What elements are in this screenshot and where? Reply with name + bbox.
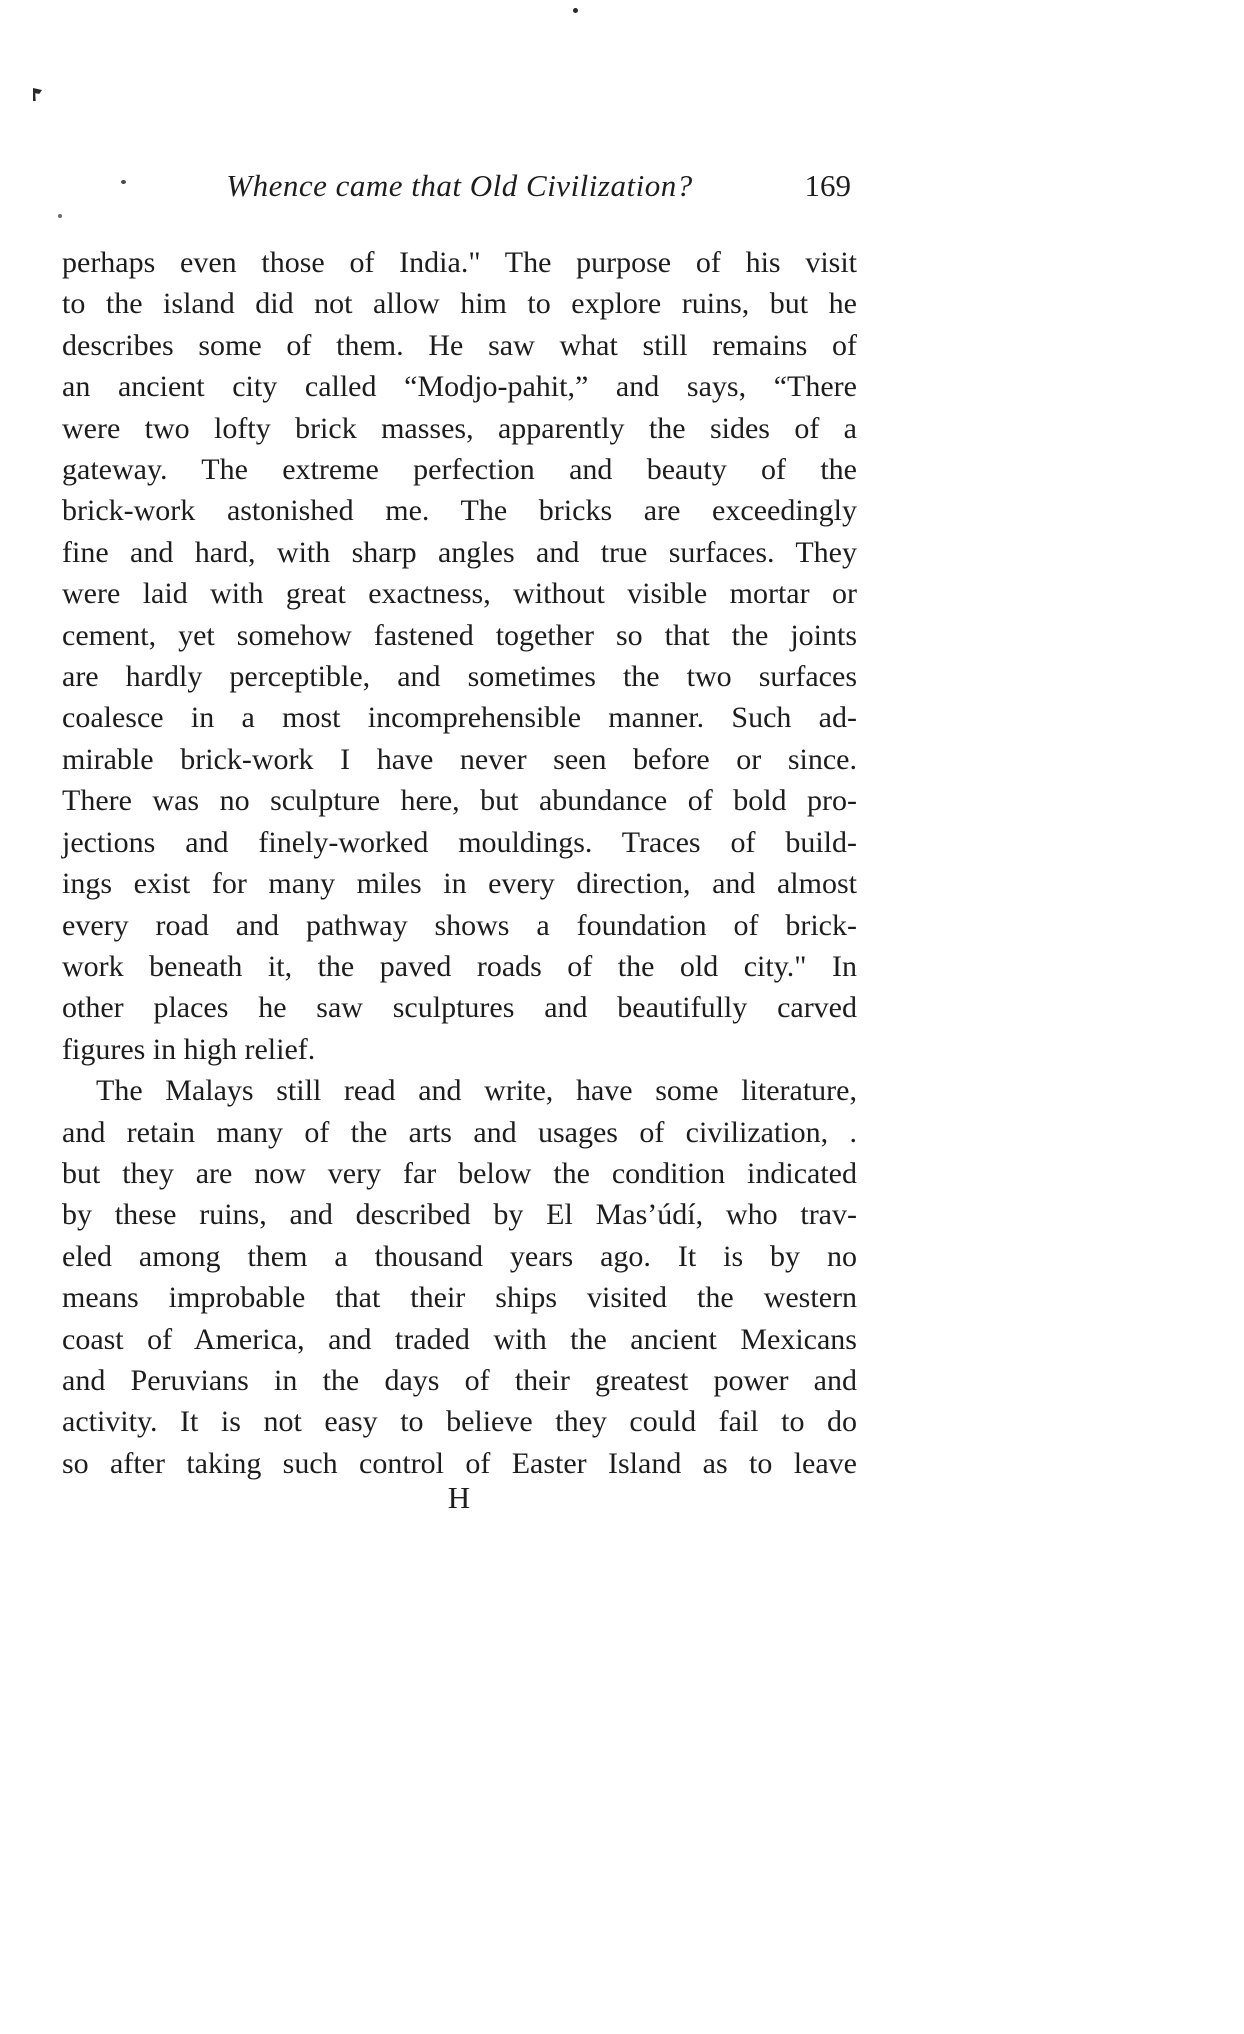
signature-mark: H xyxy=(447,1480,472,1515)
body-line: fine and hard, with sharp angles and true surfaces. They xyxy=(62,535,857,569)
page-number: 169 xyxy=(804,168,851,203)
body-text xyxy=(62,242,857,1484)
body-line: by these ruins, and described by El Mas’údí, who trav- xyxy=(62,1198,857,1232)
scan-artifact-dot xyxy=(58,214,62,218)
body-line: coalesce in a most incomprehensible manner. Such ad- xyxy=(62,701,857,735)
body-line: cement, yet somehow fastened together so that the joints xyxy=(62,618,857,652)
body-line: work beneath it, the paved roads of the old city." In xyxy=(62,949,857,983)
body-line: brick-work astonished me. The bricks are exceedingly xyxy=(62,494,857,528)
body-line: and retain many of the arts and usages of civilization, . xyxy=(62,1115,857,1149)
body-line: perhaps even those of India." The purpose of his visit xyxy=(62,246,857,279)
body-line: activity. It is not easy to believe they could fail to do xyxy=(62,1405,857,1439)
body-line: eled among them a thousand years ago. It is by no xyxy=(62,1239,857,1273)
scan-artifact-mark xyxy=(33,88,42,101)
body-line: figures in high relief. xyxy=(62,1032,316,1066)
body-line: but they are now very far below the condition indicated xyxy=(62,1156,857,1190)
body-line: an ancient city called “Modjo-pahit,” and says, “There xyxy=(62,370,857,404)
body-line: gateway. The extreme perfection and beauty of the xyxy=(62,453,857,487)
body-line: so after taking such control of Easter Island as to leave xyxy=(62,1446,857,1480)
body-line: other places he saw sculptures and beautifully carved xyxy=(62,991,857,1025)
body-line: to the island did not allow him to explore ruins, but he xyxy=(62,287,857,321)
body-line: were laid with great exactness, without visible mortar or xyxy=(62,577,857,611)
body-line: means improbable that their ships visited the western xyxy=(62,1281,857,1315)
running-header xyxy=(62,168,857,212)
body-line: There was no sculpture here, but abundance of bold pro- xyxy=(62,784,857,818)
body-line: jections and finely-worked mouldings. Traces of build- xyxy=(62,825,857,859)
body-line: The Malays still read and write, have some literature, xyxy=(96,1074,857,1108)
body-line: and Peruvians in the days of their greatest power and xyxy=(62,1363,857,1397)
body-line: describes some of them. He saw what still remains of xyxy=(62,328,857,362)
body-line: coast of America, and traded with the ancient Mexicans xyxy=(62,1322,857,1356)
body-line: are hardly perceptible, and sometimes the two surfaces xyxy=(62,660,857,694)
body-line: ings exist for many miles in every direction, and almost xyxy=(62,867,857,901)
body-line: were two lofty brick masses, apparently the sides of a xyxy=(62,411,857,445)
running-header-title: Whence came that Old Civilization? xyxy=(226,168,693,203)
body-line: every road and pathway shows a foundation of brick- xyxy=(62,908,857,942)
body-line: mirable brick-work I have never seen before or since. xyxy=(62,742,857,776)
scan-artifact-dot xyxy=(573,8,578,13)
